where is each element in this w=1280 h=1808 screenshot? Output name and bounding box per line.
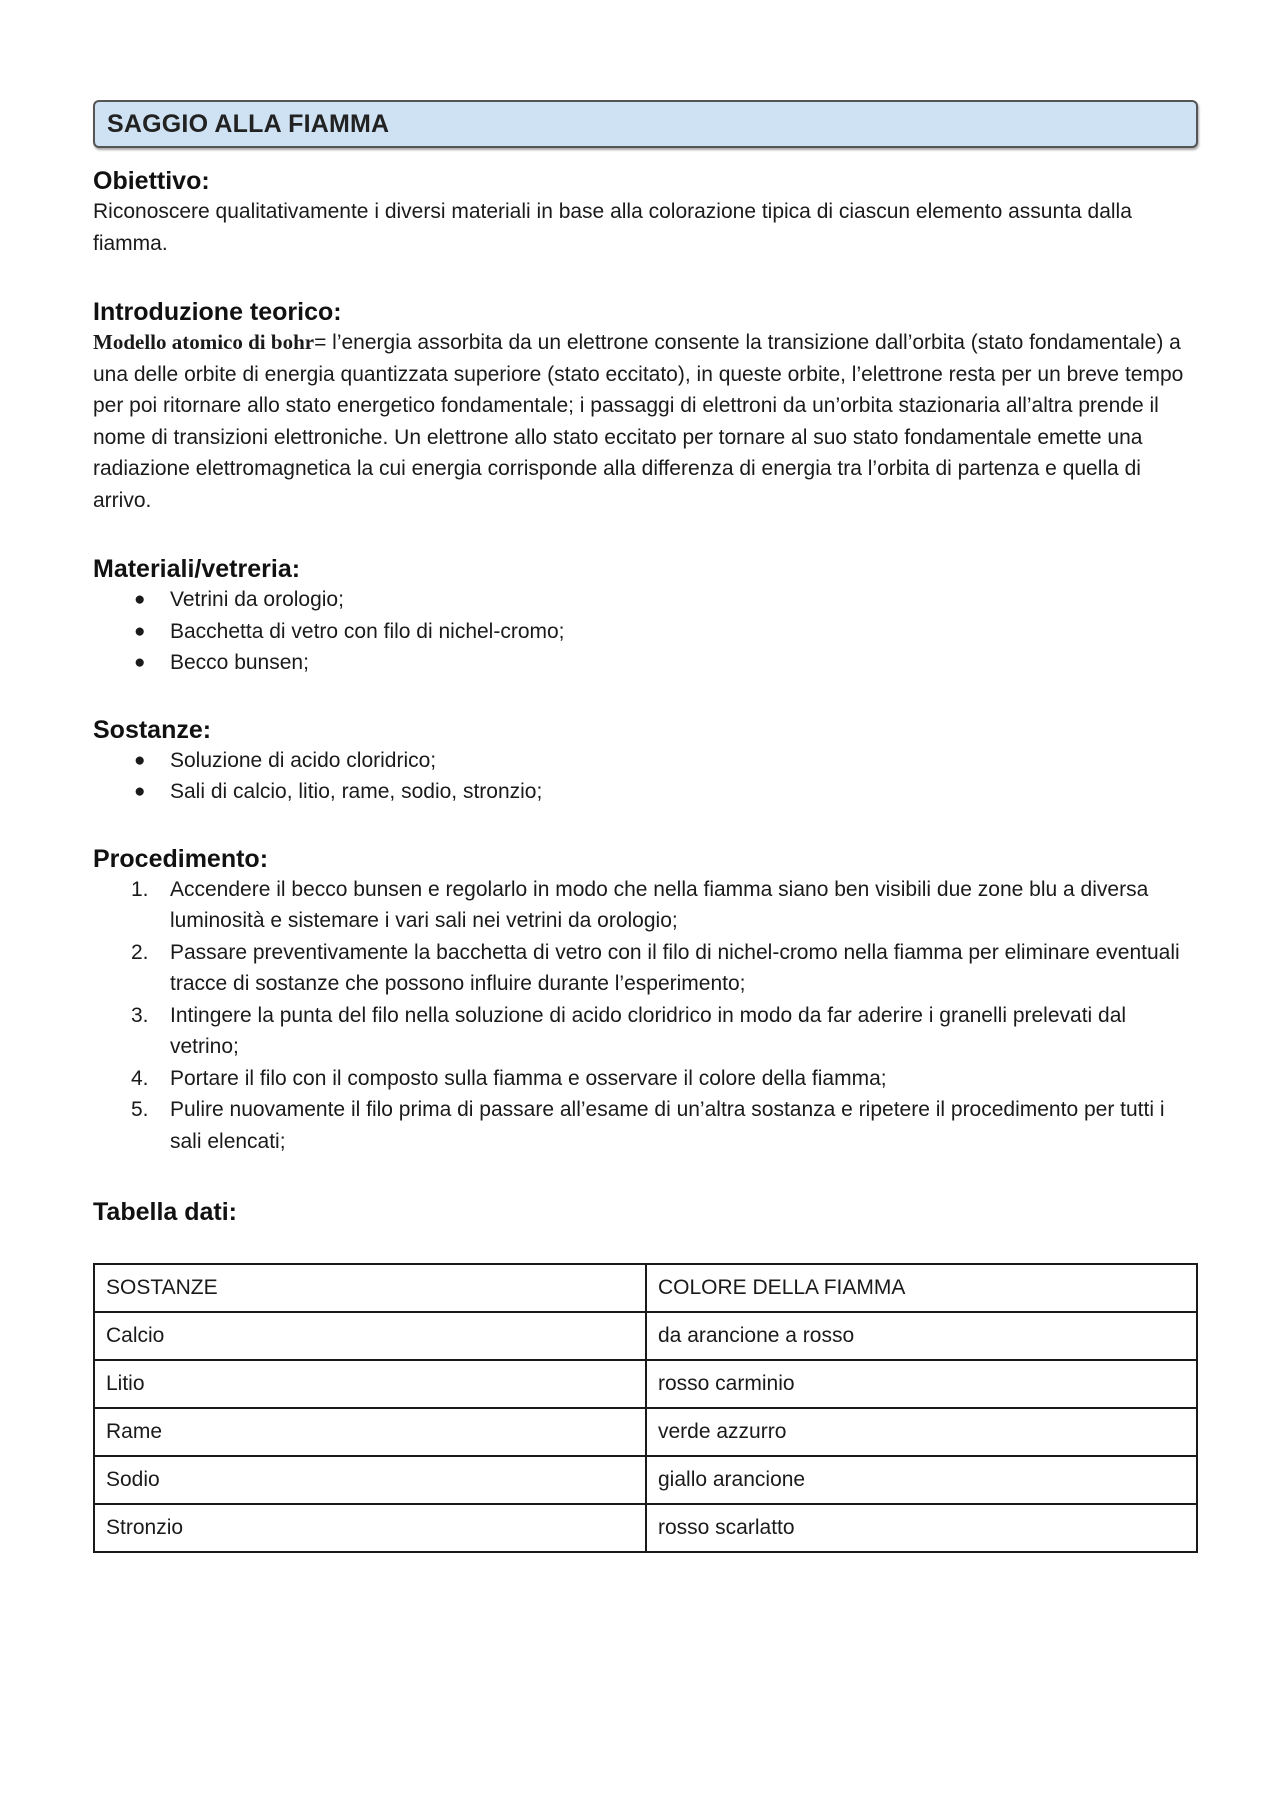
list-item-text: Vetrini da orologio; <box>170 588 344 611</box>
table-row <box>94 1504 1197 1552</box>
bohr-model-term: Modello atomico di bohr <box>93 330 315 354</box>
step-item <box>93 1094 1198 1157</box>
list-item <box>93 584 1198 616</box>
list-item <box>93 616 1198 648</box>
section-tabella <box>93 1197 1198 1553</box>
sostanze-list <box>93 745 1198 808</box>
step-number: 3. <box>131 1003 149 1027</box>
section-sostanze <box>93 715 1198 808</box>
heading-tabella: Tabella dati: <box>93 1198 238 1226</box>
bullet-icon: ● <box>134 749 146 771</box>
materiali-list <box>93 584 1198 679</box>
list-item-text: Becco bunsen; <box>170 651 309 674</box>
table-row <box>94 1312 1197 1360</box>
step-item <box>93 937 1198 1000</box>
cell-colore: da arancione a rosso <box>646 1312 1197 1360</box>
list-item-text: Bacchetta di vetro con filo di nichel-cromo; <box>170 619 565 643</box>
cell-colore: verde azzurro <box>646 1408 1197 1456</box>
bullet-icon: ● <box>134 620 146 642</box>
step-text: Pulire nuovamente il filo prima di passare all’esame di un’altra sostanza e ripetere il procedimento per tutti i sali elencati; <box>170 1098 1165 1153</box>
heading-materiali: Materiali/vetreria: <box>93 555 301 583</box>
document-title: SAGGIO ALLA FIAMMA <box>107 109 390 138</box>
section-obiettivo <box>93 166 1198 259</box>
list-item-text: Soluzione di acido cloridrico; <box>170 748 437 772</box>
cell-sostanza: Litio <box>94 1360 646 1408</box>
heading-obiettivo: Obiettivo: <box>93 167 210 195</box>
heading-sostanze: Sostanze: <box>93 715 212 744</box>
cell-colore: giallo arancione <box>646 1456 1197 1504</box>
procedimento-steps <box>93 874 1198 1158</box>
document-page <box>93 100 1198 1553</box>
heading-introduzione: Introduzione teorico: <box>93 298 342 326</box>
heading-procedimento: Procedimento: <box>93 844 269 873</box>
step-text: Passare preventivamente la bacchetta di vetro con il filo di nichel-cromo nella fiamma per eliminare eventuali tracce di sostanze che possono influire durante l’esperimento; <box>170 940 1180 995</box>
step-text: Accendere il becco bunsen e regolarlo in modo che nella fiamma siano ben visibili due zone blu a diversa luminosità e sistemare i vari sali nei vetrini da orologio; <box>170 877 1149 932</box>
step-number: 5. <box>131 1098 149 1121</box>
bullet-icon: ● <box>134 781 146 802</box>
section-materiali <box>93 554 1198 679</box>
table-row <box>94 1456 1197 1504</box>
cell-colore: rosso scarlatto <box>646 1504 1197 1552</box>
step-item <box>93 1000 1198 1063</box>
cell-colore: rosso carminio <box>646 1360 1197 1408</box>
step-number: 4. <box>131 1066 149 1090</box>
section-introduzione <box>93 297 1198 516</box>
bullet-icon: ● <box>134 589 146 610</box>
step-text: Portare il filo con il composto sulla fiamma e osservare il colore della fiamma; <box>170 1066 887 1090</box>
cell-sostanza: Rame <box>94 1408 646 1456</box>
step-item <box>93 874 1198 937</box>
list-item <box>93 745 1198 777</box>
section-procedimento <box>93 844 1198 1158</box>
table-header-row <box>94 1264 1197 1312</box>
step-number: 2. <box>131 940 149 964</box>
header-cell-colore: COLORE DELLA FIAMMA <box>646 1264 1197 1312</box>
introduzione-paragraph <box>93 327 1198 516</box>
data-table <box>93 1263 1198 1553</box>
obiettivo-text: Riconoscere qualitativamente i diversi materiali in base alla colorazione tipica di ciascun elemento assunta dalla fiamma. <box>93 200 1132 255</box>
cell-sostanza: Stronzio <box>94 1504 646 1552</box>
cell-sostanza: Sodio <box>94 1456 646 1504</box>
list-item <box>93 647 1198 679</box>
step-item <box>93 1063 1198 1095</box>
table-row <box>94 1408 1197 1456</box>
table-row <box>94 1360 1197 1408</box>
step-number: 1. <box>131 877 149 901</box>
title-banner <box>93 100 1198 148</box>
cell-sostanza: Calcio <box>94 1312 646 1360</box>
header-cell-sostanze: SOSTANZE <box>94 1264 646 1312</box>
bullet-icon: ● <box>134 652 146 673</box>
list-item <box>93 776 1198 808</box>
introduzione-text: = l’energia assorbita da un elettrone consente la transizione dall’orbita (stato fondamentale) a una delle orbite di energia quantizzata superiore (stato eccitato), in queste orbite, l’elettrone resta per un breve tempo per poi ritornare allo stato energetico fondamentale; i passaggi di elettroni da un’orbita stazionaria all’altra prende il nome di transizioni elettroniche. Un elettrone allo stato eccitato per tornare al suo stato fondamentale emette una radiazione elettromagnetica la cui energia corrisponde alla differenza di energia tra l’orbita di partenza e quella di arrivo. <box>93 331 1184 512</box>
list-item-text: Sali di calcio, litio, rame, sodio, stronzio; <box>170 780 543 803</box>
step-text: Intingere la punta del filo nella soluzione di acido cloridrico in modo da far aderire i granelli prelevati dal vetrino; <box>170 1003 1127 1058</box>
